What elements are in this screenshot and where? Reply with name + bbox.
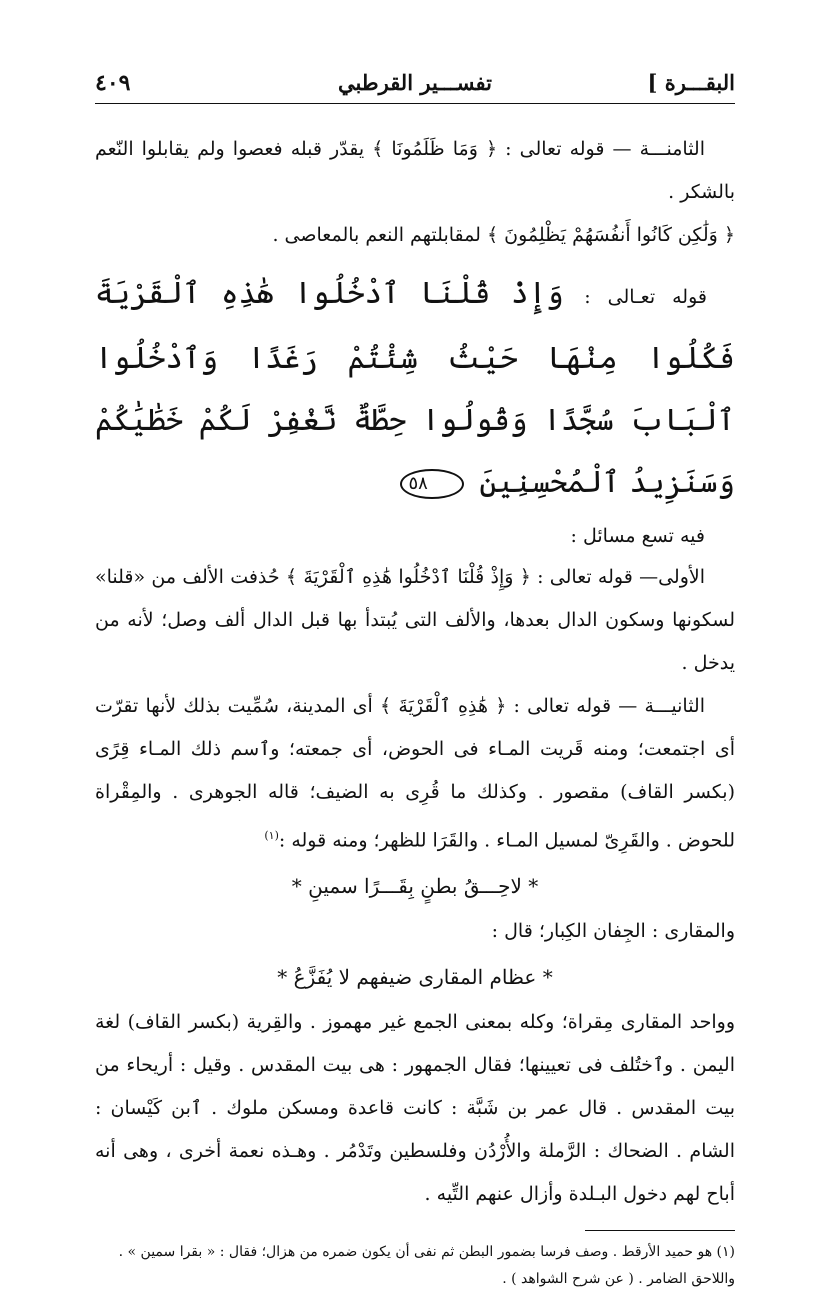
page-header [95, 60, 735, 104]
footnote-line-1: (١) هو حميد الأرقط . وصف فرسا بضمور البطن ثم نفى أن يكون ضمره من هزال؛ فقال : « بقرا سمين » . [118, 1244, 735, 1261]
paragraph-first-issue: الأولى— قوله تعالى : ﴿ وَإِذْ قُلْنَا ٱدْخُلُوا هَٰذِهِ ٱلْقَرْيَةَ ﴾ حُذفت الألف من «قلنا» لسكونها وسكون الدال بعدها، والألف التى يُبتدأ بها قبل الدال ألف وصل؛ لأنه من يدخل . [95, 566, 735, 674]
verse-lead: قوله تعـالى : [584, 286, 707, 308]
surah-title: البقـــرة ] [647, 70, 735, 95]
quran-verse-text: وَإِذْ قُلْنَا ٱدْخُلُوا هَٰذِهِ ٱلْقَرْيَةَ فَكُلُوا مِنْهَا حَيْثُ شِئْتُمْ رَغَدًا وَٱدْخُلُوا ٱلْبَابَ سُجَّدًا وَقُولُوا حِطَّةٌ نَّغْفِرْ لَكُمْ خَطَٰيَٰكُمْ وَسَنَزِيدُ ٱلْمُحْسِنِينَ [95, 276, 735, 500]
book-page [95, 60, 735, 1293]
paragraph-maqari: والمقارى : الجِفان الكِبار؛ قال : [491, 920, 735, 943]
paragraph-eighth-issue: الثامنـــة — قوله تعالى : ﴿ وَمَا ظَلَمُونَا ﴾ يقدّر قبله فعصوا ولم يقابلوا النّعم بالشكر . [95, 138, 735, 203]
poem-line-2: * عظام المقارى ضيفهم لا يُفَزَّعُ * [277, 965, 553, 990]
verse-number-marker: ٥٨ [400, 469, 463, 499]
book-title: تفســـير القرطبي [338, 70, 492, 95]
footnote-mark: (١) [264, 829, 279, 842]
paragraph-second-issue [95, 685, 735, 862]
poem-line-1: * لاحِـــقُ بطنٍ بِقَـــرًا سمينِ * [291, 874, 539, 899]
footnote-rule [585, 1230, 735, 1231]
paragraph-issues-count: فيه تسع مسائل : [570, 525, 705, 547]
paragraph-eighth-issue-cont: ﴿ وَلَٰكِن كَانُوا أَنفُسَهُمْ يَظْلِمُونَ ﴾ لمقابلتهم النعم بالمعاصى . [272, 224, 735, 246]
header-rule [95, 103, 735, 104]
page-body [95, 128, 735, 1293]
footnote-line-2: واللاحق الضامر . ( عن شرح الشواهد ) . [502, 1271, 735, 1288]
page-number: ٤٠٩ [95, 70, 131, 96]
quran-verse-block [95, 263, 735, 514]
paragraph-second-issue-text: الثانيـــة — قوله تعالى : ﴿ هَٰذِهِ ٱلْقَرْيَةَ ﴾ أى المدينة، سُمِّيت بذلك لأنها تقرّت أى اجتمعت؛ ومنه قَريت المـاء فى الحوض، أى جمعته؛ وٱسم ذلك المـاء قِرًى (بكسر القاف) مقصور . وكذلك ما قُرِى به الضيف؛ قاله الجوهرى . والمِقْراة للحوض . والقَرِىّ لمسيل المـاء . والقَرَا للظهر؛ ومنه قوله : [95, 695, 735, 852]
paragraph-qarya-location: وواحد المقارى مِقراة؛ وكله بمعنى الجمع غير مهموز . والقِرية (بكسر القاف) لغة اليمن . وٱختُلف فى تعيينها؛ فقال الجمهور : هى بيت المقدس . وقيل : أريحاء من بيت المقدس . قال عمر بن شَبَّة : كانت قاعدة ومسكن ملوك . ٱبن كَيْسان : الشام . الضحاك : الرَّملة والأُرْدُن وفلسطين وتَدْمُر . وهـذه نعمة أخرى ، وهى أنه أباح لهم دخول البـلدة وأزال عنهم التِّيه . [95, 1011, 735, 1206]
